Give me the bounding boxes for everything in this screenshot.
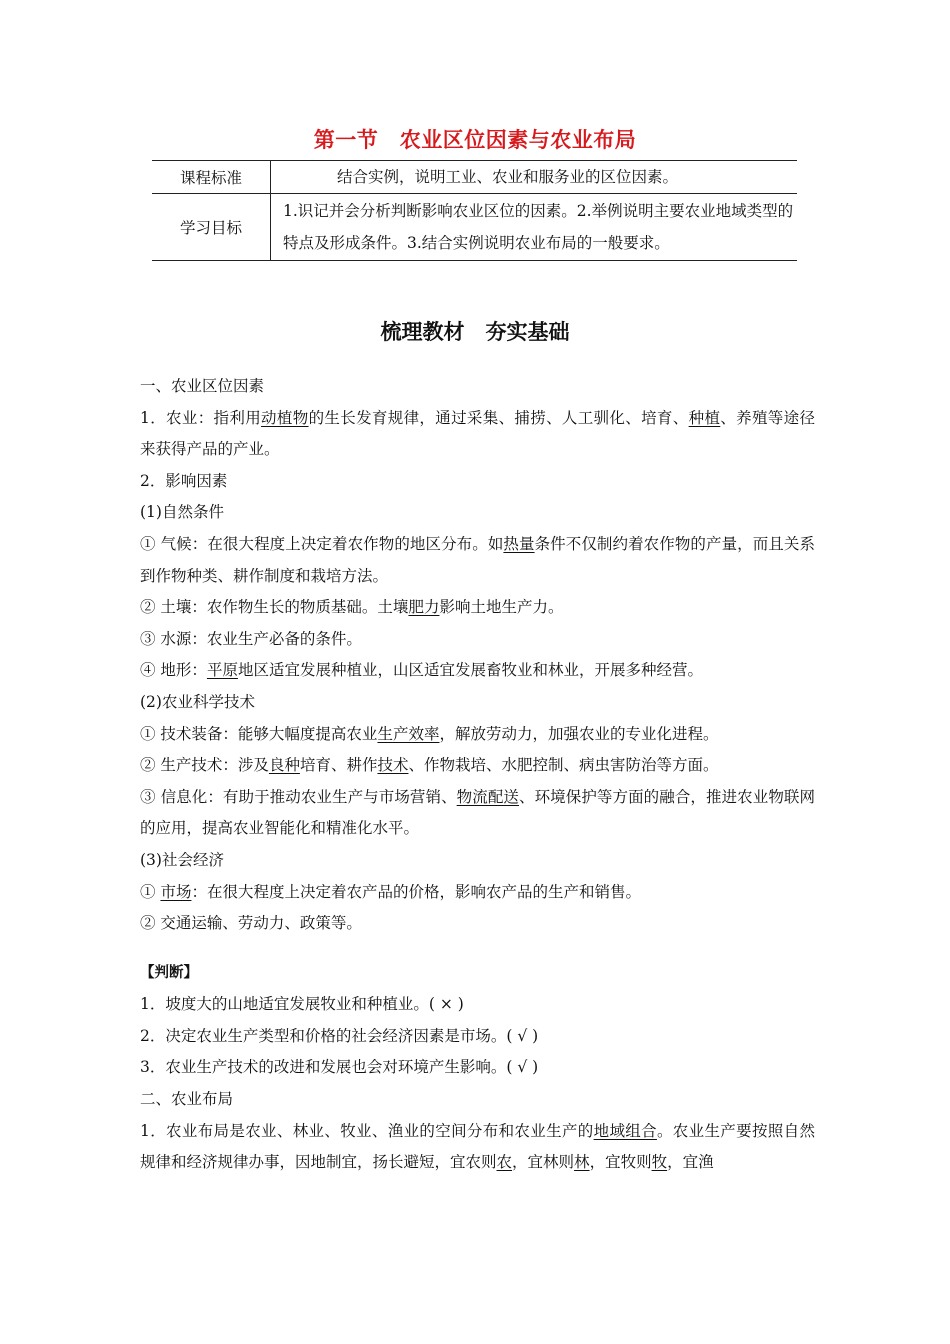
blank-answer: 牧: [651, 1153, 668, 1172]
row-value: 结合实例，说明工业、农业和服务业的区位因素。: [271, 161, 798, 194]
blank-answer: 市场: [160, 882, 192, 901]
paragraph-agriculture-definition: [140, 403, 815, 466]
table-row: [152, 194, 797, 261]
main-content: [140, 371, 815, 1179]
paragraph-equipment: [140, 719, 815, 751]
row-label: 课程标准: [152, 161, 271, 194]
text: ，解放劳动力，加强农业的专业化进程。: [439, 724, 719, 743]
blank-answer: 良种: [268, 756, 300, 775]
paragraph-soil: [140, 592, 815, 624]
text: 1．农业布局是农业、林业、牧业、渔业的空间分布和农业生产的: [140, 1121, 594, 1140]
judge-item: 1．坡度大的山地适宜发展牧业和种植业。( × ): [140, 995, 464, 1014]
text: ：在很大程度上决定着农产品的价格，影响农产品的生产和销售。: [191, 882, 641, 901]
text: 地区适宜发展种植业，山区适宜发展畜牧业和林业，开展多种经营。: [237, 661, 703, 680]
page-title: 第一节 农业区位因素与农业布局: [313, 128, 637, 152]
standards-table: [152, 160, 797, 261]
blank-answer: 热量: [503, 534, 535, 553]
table-row: [152, 161, 797, 194]
paragraph-informatization: [140, 782, 815, 845]
text: 。农业生产要按照自然规律和经济规律办事，因地制宜，扬长避短，宜农则: [140, 1121, 815, 1172]
text: 影响土地生产力。: [439, 598, 564, 617]
blank-answer: 平原: [206, 661, 238, 680]
paragraph-other-factors: ② 交通运输、劳动力、政策等。: [140, 914, 362, 933]
judge-item: 3．农业生产技术的改进和发展也会对环境产生影响。( √ ): [140, 1058, 539, 1077]
blank-answer: 林: [574, 1153, 590, 1172]
judge-heading: 【判断】: [140, 964, 198, 981]
paragraph-production-tech: [140, 750, 815, 782]
blank-answer: 农: [496, 1153, 513, 1172]
text: ③ 信息化：有助于推动农业生产与市场营销、: [140, 787, 457, 806]
text: ，宜林则: [512, 1153, 575, 1172]
judge-item: 2．决定农业生产类型和价格的社会经济因素是市场。( √ ): [140, 1026, 539, 1045]
section-title: 梳理教材 夯实基础: [380, 320, 570, 344]
blank-answer: 动植物: [261, 408, 309, 427]
part2-heading: 二、农业布局: [140, 1090, 234, 1109]
text: 的生长发育规律，通过采集、捕捞、人工驯化、培育、: [308, 408, 689, 427]
row-label: 学习目标: [152, 194, 271, 261]
natural-heading: (1)自然条件: [140, 503, 224, 522]
text: ① 技术装备：能够大幅度提高农业: [140, 724, 378, 743]
paragraph-water: ③ 水源：农业生产必备的条件。: [140, 629, 362, 648]
blank-answer: 物流配送: [456, 787, 519, 806]
socio-heading: (3)社会经济: [140, 850, 224, 869]
part1-heading: 一、农业区位因素: [140, 377, 265, 395]
blank-answer: 肥力: [408, 598, 440, 617]
paragraph-layout: [140, 1116, 815, 1179]
paragraph-market: [140, 877, 815, 909]
text: 、作物栽培、水肥控制、病虫害防治等方面。: [408, 756, 719, 775]
blank-answer: 地域组合: [593, 1121, 657, 1140]
text: ④ 地形：: [140, 661, 207, 680]
blank-answer: 种植: [688, 408, 721, 427]
blank-answer: 技术: [377, 756, 409, 775]
spacer: [140, 940, 815, 958]
text: 、环境保护等方面的融合，推进农业物联网的应用，提高农业智能化和精准化水平。: [140, 787, 815, 838]
text: 、养殖等途径来获得产品的产业。: [140, 408, 815, 459]
text: ② 生产技术：涉及: [140, 756, 269, 775]
text: 培育、耕作: [299, 756, 378, 775]
row-value: 1.识记并会分析判断影响农业区位的因素。2.举例说明主要农业地域类型的特点及形成条件。3.结合实例说明农业布局的一般要求。: [271, 194, 798, 261]
paragraph-terrain: [140, 655, 815, 687]
text: ① 气候：在很大程度上决定着农作物的地区分布。如: [140, 534, 504, 553]
text: ①: [140, 882, 161, 901]
paragraph-climate: [140, 529, 815, 592]
text: ② 土壤：农作物生长的物质基础。土壤: [140, 598, 409, 617]
tech-heading: (2)农业科学技术: [140, 692, 255, 711]
text: 条件不仅制约着农作物的产量，而且关系到作物种类、耕作制度和栽培方法。: [140, 534, 815, 585]
text: 1．农业：指利用: [140, 408, 262, 427]
text: ，宜牧则: [589, 1153, 652, 1172]
text: ，宜渔: [667, 1153, 714, 1172]
blank-answer: 生产效率: [377, 724, 440, 743]
item-factors: 2．影响因素: [140, 471, 228, 490]
